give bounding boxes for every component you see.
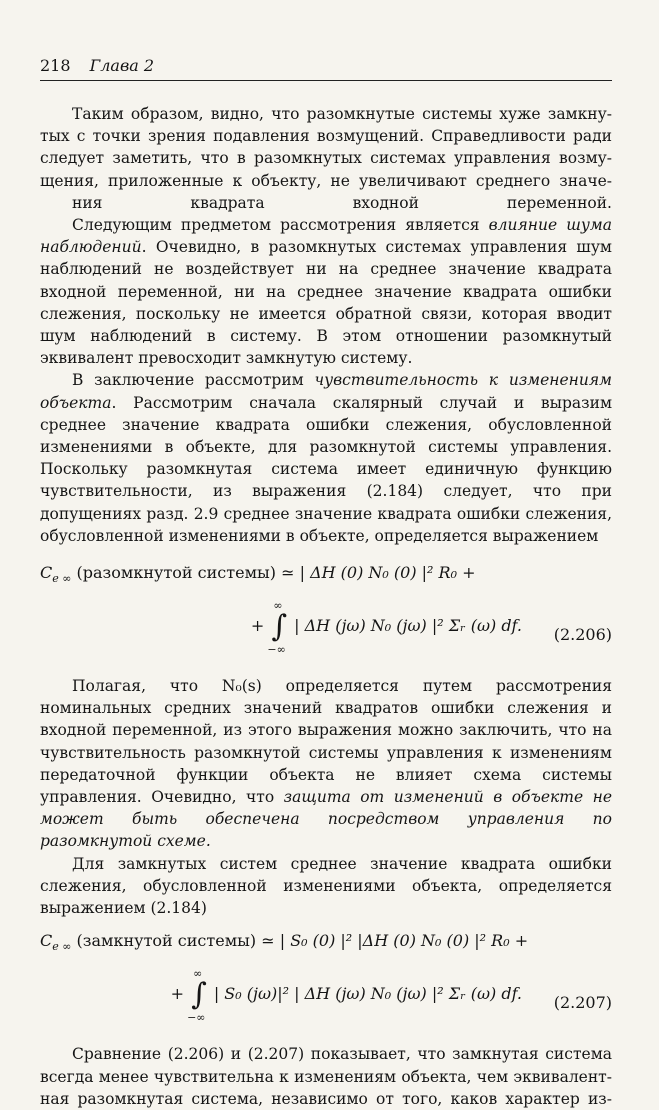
lower-limit: −∞: [267, 643, 286, 657]
equation-label: (2.206): [553, 625, 612, 645]
text-line: тых с точки зрения подавления возмущений. Справедливости ради: [40, 127, 612, 146]
upper-limit: ∞: [273, 599, 283, 613]
emphasis: чувствительность к изменениям объекта: [40, 371, 612, 412]
text-line: всегда менее чувствительна к изменениям объекта, чем эквивалент-: [40, 1067, 612, 1086]
paragraph-3: [40, 369, 612, 547]
equation-text: | ΔH (jω) N₀ (jω) |² Σᵣ (ω) df.: [294, 616, 522, 636]
equation-2-206-line1: $C_{e \infty}$ (разомкнутой системы) ≃ | ΔH (0) N₀ (0) |² R₀ +: [40, 563, 476, 586]
page-body: [40, 103, 612, 1110]
paragraph-4: [40, 675, 612, 853]
page-number: 218: [40, 56, 71, 75]
paragraph-5: [40, 853, 612, 920]
emphasis: влияние шума наблюдений: [40, 216, 612, 257]
paragraph-1: [40, 103, 612, 214]
integral-sign: ∫: [271, 609, 288, 645]
equation-text: ≃ | S₀ (0) |² |ΔH (0) N₀ (0) |² R₀ +: [261, 931, 529, 951]
equation-label: (2.207): [553, 993, 612, 1013]
equation-2-206-line2: + ∞ ∫ −∞ | ΔH (jω) N₀ (jω) |² Σᵣ (ω) df. (2.206): [250, 599, 612, 657]
integral-sign: ∫: [191, 977, 207, 1013]
text-line: ная разомкнутая система, независимо от того, каков характер из-: [40, 1089, 612, 1108]
text-run: Для замкнутых систем среднее значение квадрата ошибки слежения, обусловленной изменениями объекта, определяется выражением (2.184): [40, 854, 612, 918]
header-rule: [40, 80, 612, 81]
chapter-title: Глава 2: [89, 56, 155, 75]
text-run: Следующим предметом рассмотрения является: [72, 216, 489, 235]
text-line: Сравнение (2.206) и (2.207) показывает, что замкнутая система: [72, 1045, 612, 1064]
page-header: [40, 56, 612, 76]
equation-text: (разомкнутой системы): [76, 563, 276, 583]
equation-text: | S₀ (jω)|² | ΔH (jω) N₀ (jω) |² Σᵣ (ω) df.: [213, 984, 522, 1004]
equation-text: ≃ | ΔH (0) N₀ (0) |² R₀ +: [281, 563, 476, 583]
text-line: следует заметить, что в разомкнутых системах управления возму-: [40, 149, 612, 168]
equation-2-207-line1: $C_{e \infty}$ (замкнутой системы) ≃ | S₀ (0) |² |ΔH (0) N₀ (0) |² R₀ +: [40, 931, 529, 954]
text-line: щения, приложенные к объекту, не увеличивают среднего значе-: [40, 171, 612, 190]
paragraph-2: [40, 214, 612, 369]
emphasis: защита от изменений в объекте не может быть обеспечена посредством управления по разомкнутой схеме.: [40, 788, 612, 851]
text-line: Таким образом, видно, что разомкнутые системы хуже замкну-: [72, 105, 612, 123]
equation-text: (замкнутой системы): [76, 931, 257, 951]
text-run: . Очевидно, в разомкнутых системах управления шум наблюдений не воздействует ни на среднее значение квадрата входной переменной, ни на среднее значение квадрата ошибки слежения, поскольку не имеется обратной связи, которая вводит шум наблюдений в систему. В этом отношении разомкнутый эквивалент превосходит замкнутую систему.: [40, 238, 612, 368]
text-run: В заключение рассмотрим: [72, 371, 315, 390]
text-run: . Рассмотрим сначала скалярный случай и выразим среднее значение квадрата ошибки слежения, обусловленной изменениями в объекте, для разомкнутой системы управления. Поскольку разомкнутая система имеет единичную функцию чувствительности, из выражения (2.184) следует, что при допущениях разд. 2.9 среднее значение квадрата ошибки слежения, обусловленной изменениями в объекте, определяется выражением: [40, 393, 612, 545]
text-line: ния квадрата входной переменной.: [72, 193, 612, 212]
lower-limit: −∞: [187, 1011, 206, 1025]
equation-2-207-line2: + ∞ ∫ −∞ | S₀ (jω)|² | ΔH (jω) N₀ (jω) |² Σᵣ (ω) df. (2.207): [170, 967, 612, 1025]
paragraph-6: [40, 1043, 612, 1110]
text-run: Полагая, что N₀(s) определяется путем рассмотрения номинальных средних значений квадратов ошибки слежения и входной переменной, из этого выражения можно заключить, что на чувствительность разомкнутой системы управления к изменениям передаточной функции объекта не влияет схема системы управления. Очевидно, что: [40, 677, 612, 807]
upper-limit: ∞: [193, 967, 203, 981]
